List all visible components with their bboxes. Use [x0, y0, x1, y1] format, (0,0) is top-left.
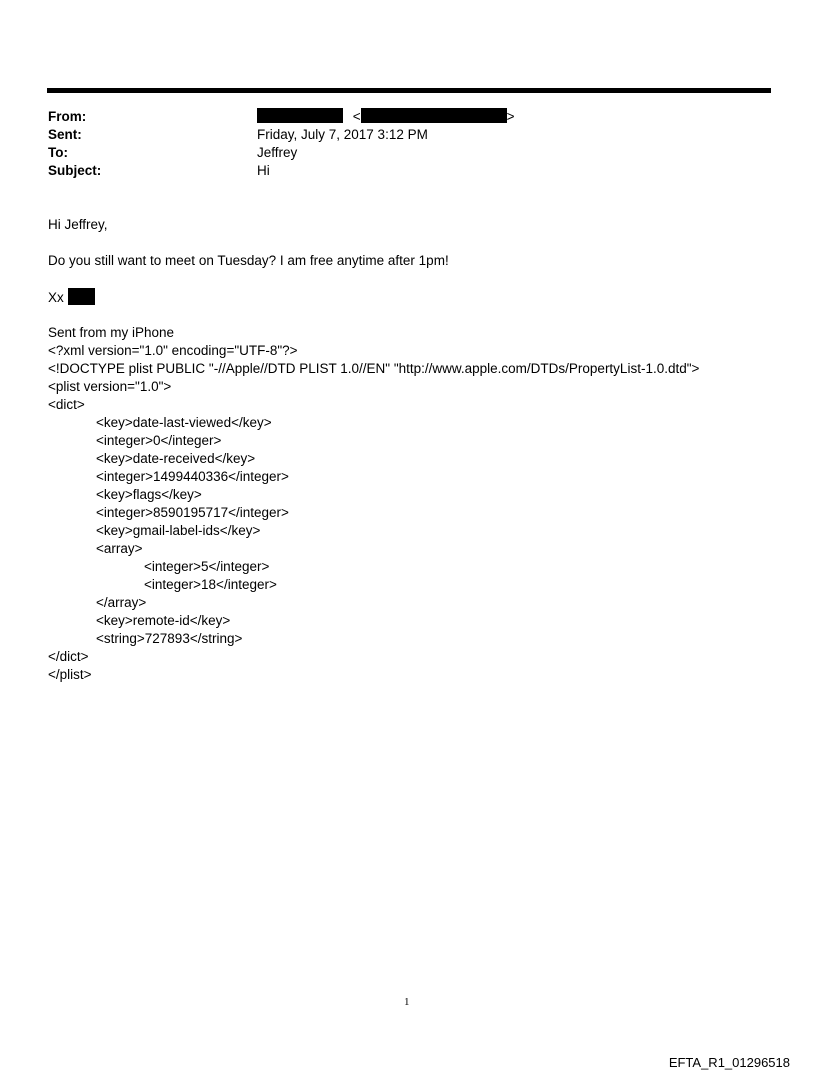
signature: Sent from my iPhone — [48, 325, 175, 340]
to-label: To: — [48, 145, 68, 160]
plist-line: <integer>8590195717</integer> — [96, 505, 289, 520]
bates-number: EFTA_R1_01296518 — [668, 1055, 790, 1070]
subject-value: Hi — [257, 163, 270, 178]
plist-line: <key>gmail-label-ids</key> — [96, 523, 261, 538]
signoff-row — [48, 288, 95, 307]
plist-line: </dict> — [48, 649, 89, 664]
page-number: 1 — [404, 996, 410, 1008]
plist-line: <array> — [96, 541, 143, 556]
greeting: Hi Jeffrey, — [48, 217, 108, 232]
header-rule — [47, 88, 771, 93]
message-text: Do you still want to meet on Tuesday? I am free anytime after 1pm! — [48, 253, 449, 268]
plist-line: <dict> — [48, 397, 85, 412]
from-open-bracket: < — [352, 109, 361, 124]
plist-line: <!DOCTYPE plist PUBLIC "-//Apple//DTD PLIST 1.0//EN" "http://www.apple.com/DTDs/PropertyList-1.0.dtd"> — [48, 361, 700, 376]
plist-line: <key>date-received</key> — [96, 451, 256, 466]
plist-line: <integer>5</integer> — [144, 559, 270, 574]
plist-line: <string>727893</string> — [96, 631, 243, 646]
redacted-sender-name — [257, 108, 343, 123]
from-value — [257, 108, 515, 126]
plist-line: <integer>18</integer> — [144, 577, 277, 592]
sent-label: Sent: — [48, 127, 82, 142]
signoff: Xx — [48, 290, 64, 305]
subject-label: Subject: — [48, 163, 102, 178]
from-close-bracket: > — [506, 109, 515, 124]
sent-value: Friday, July 7, 2017 3:12 PM — [257, 127, 428, 142]
plist-line: </plist> — [48, 667, 92, 682]
plist-line: <key>date-last-viewed</key> — [96, 415, 272, 430]
plist-line: <integer>1499440336</integer> — [96, 469, 289, 484]
from-label: From: — [48, 109, 87, 124]
plist-line: <plist version="1.0"> — [48, 379, 172, 394]
plist-line: </array> — [96, 595, 147, 610]
redacted-signer-name — [68, 288, 95, 305]
plist-line: <key>flags</key> — [96, 487, 202, 502]
redacted-sender-email — [361, 108, 507, 123]
plist-line: <key>remote-id</key> — [96, 613, 231, 628]
to-value: Jeffrey — [257, 145, 298, 160]
plist-line: <?xml version="1.0" encoding="UTF-8"?> — [48, 343, 298, 358]
plist-line: <integer>0</integer> — [96, 433, 222, 448]
